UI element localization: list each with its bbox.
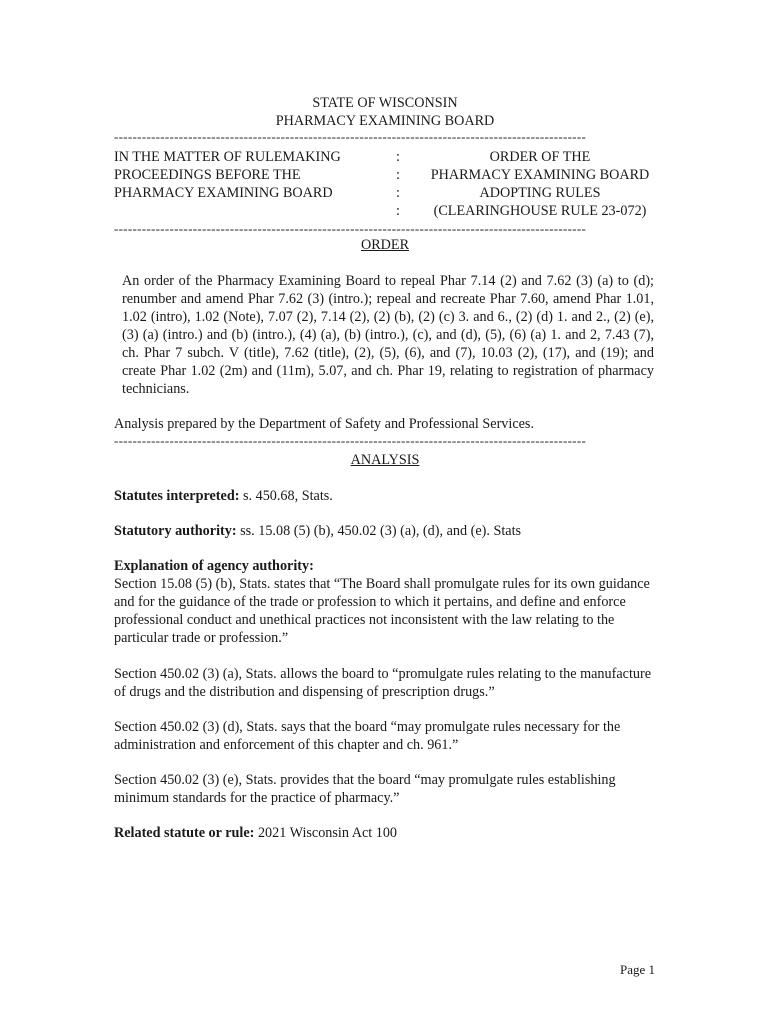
caption-left-line: PHARMACY EXAMINING BOARD — [114, 185, 333, 201]
caption-right-line: ORDER OF THE — [489, 149, 591, 165]
header-board: PHARMACY EXAMINING BOARD — [275, 113, 495, 129]
caption-right-line: (CLEARINGHOUSE RULE 23-072) — [433, 203, 647, 219]
related-value: 2021 Wisconsin Act 100 — [254, 825, 398, 841]
statutes-interpreted — [114, 487, 662, 505]
explanation-heading — [114, 557, 662, 575]
separator-top: ------------------------------------------------------------------------------------------------------ — [114, 130, 587, 144]
page-number: Page 1 — [620, 962, 656, 977]
order-text: An order of the Pharmacy Examining Board to repeal Phar 7.14 (2) and 7.62 (3) (a) to (d); renumber and amend Phar 7.62 (3) (intro.); repeal and recreate Phar 7.60, amend Phar 1.01, 1.02 (intro), 1.02 (Note), 7.07 (2), 7.14 (2), (2) (b), (2) (c) 3. and 6., (2) (d) 1. and 2., (2) (e), (3) (a) (intro.) and (b) (intro.), (4) (a), (b) (intro.), (c), and (d), (5), (6) (a) 1. and 2, 7.43 (7), ch. Phar 7 subch. V (title), 7.62 (title), (2), (5), (6), and (7), 10.03 (2), (17), and (19); and create Phar 1.02 (2m) and (11m), 5.07, and ch. Phar 19, relating to registration of pharmacy technicians. — [122, 273, 654, 397]
related-statute — [114, 824, 662, 842]
authority-label: Statutory authority: — [114, 523, 237, 539]
caption-colon: : — [396, 167, 400, 183]
statutory-authority — [114, 522, 662, 540]
header-state: STATE OF WISCONSIN — [312, 95, 458, 111]
related-label: Related statute or rule: — [114, 825, 255, 841]
explanation-paragraph: Section 450.02 (3) (d), Stats. says that the board “may promulgate rules necessary for the administration and enforcement of this chapter and ch. 961.” — [114, 719, 621, 753]
explanation-label: Explanation of agency authority: — [114, 558, 314, 574]
analysis-prepared: Analysis prepared by the Department of Safety and Professional Services. — [114, 416, 534, 432]
caption-colon: : — [396, 203, 400, 219]
caption-left — [114, 148, 341, 202]
explanation-paragraph: Section 450.02 (3) (e), Stats. provides that the board “may promulgate rules establishing minimum standards for the practice of pharmacy.” — [114, 772, 616, 806]
separator-analysis: ------------------------------------------------------------------------------------------------------ — [114, 434, 587, 448]
caption-colon: : — [396, 185, 400, 201]
caption-right — [412, 148, 668, 220]
explanation-paragraph: Section 450.02 (3) (a), Stats. allows the board to “promulgate rules relating to the manufacture of drugs and the distribution and dispensing of prescription drugs.” — [114, 666, 651, 700]
caption-colon: : — [396, 149, 400, 165]
analysis-heading: ANALYSIS — [350, 452, 420, 468]
caption-right-line: PHARMACY EXAMINING BOARD — [430, 167, 650, 183]
explanation-paragraph: Section 15.08 (5) (b), Stats. states that “The Board shall promulgate rules for its own guidance and for the guidance of the trade or profession to which it pertains, and define and enforce professional conduct and unethical practices not inconsistent with the law relating to the particular trade or profession.” — [114, 576, 650, 646]
caption-left-line: IN THE MATTER OF RULEMAKING — [114, 149, 341, 165]
authority-value: ss. 15.08 (5) (b), 450.02 (3) (a), (d), and (e). Stats — [236, 523, 522, 539]
order-heading: ORDER — [360, 237, 410, 253]
caption-left-line: PROCEEDINGS BEFORE THE — [114, 167, 301, 183]
caption-right-line: ADOPTING RULES — [479, 185, 601, 201]
statutes-label: Statutes interpreted: — [114, 488, 240, 504]
statutes-value: s. 450.68, Stats. — [239, 488, 333, 504]
separator-caption: ------------------------------------------------------------------------------------------------------ — [114, 222, 587, 236]
